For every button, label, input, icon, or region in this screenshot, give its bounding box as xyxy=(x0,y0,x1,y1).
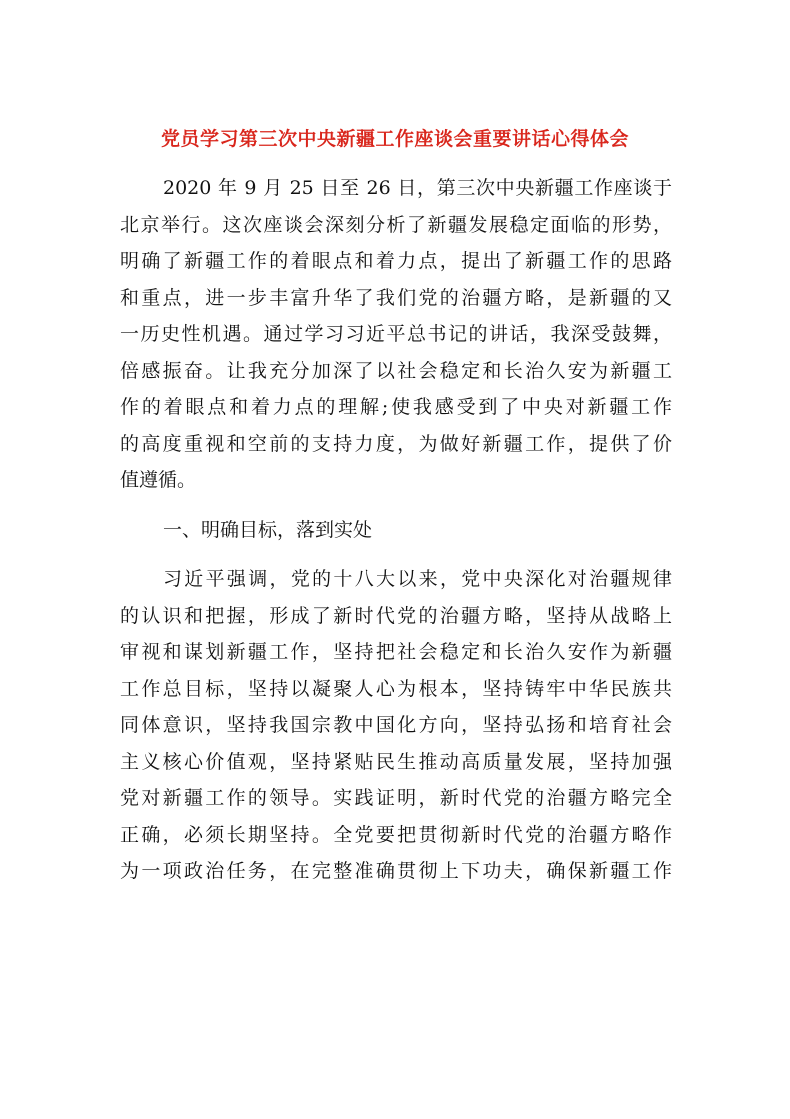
paragraph-line: 倍感振奋。让我充分加深了以社会稳定和长治久安为新疆工 xyxy=(120,359,672,382)
paragraph-section-one xyxy=(120,561,672,890)
paragraph-line: 北京举行。这次座谈会深刻分析了新疆发展稳定面临的形势， xyxy=(120,213,672,236)
paragraph-line: 的高度重视和空前的支持力度，为做好新疆工作，提供了价 xyxy=(120,432,672,455)
paragraph-line: 作的着眼点和着力点的理解;使我感受到了中央对新疆工作 xyxy=(120,396,672,418)
document-body xyxy=(120,170,672,890)
paragraph-line: 2020 年 9 月 25 日至 26 日，第三次中央新疆工作座谈于 xyxy=(163,177,672,199)
section-heading-text: 一、明确目标，落到实处 xyxy=(163,518,373,541)
paragraph-spacer xyxy=(120,548,672,561)
paragraph-line: 同体意识，坚持我国宗教中国化方向，坚持弘扬和培育社会 xyxy=(120,714,672,736)
paragraph-line: 值遵循。 xyxy=(120,469,197,491)
paragraph-line: 明确了新疆工作的着眼点和着力点，提出了新疆工作的思路 xyxy=(120,250,672,272)
paragraph-line: 审视和谋划新疆工作，坚持把社会稳定和长治久安作为新疆 xyxy=(120,641,672,663)
paragraph-line: 工作总目标，坚持以凝聚人心为根本，坚持铸牢中华民族共 xyxy=(120,677,672,700)
paragraph-line: 党对新疆工作的领导。实践证明，新时代党的治疆方略完全 xyxy=(120,787,672,809)
paragraph-line: 的认识和把握，形成了新时代党的治疆方略，坚持从战略上 xyxy=(120,604,672,627)
paragraph-line: 和重点，进一步丰富升华了我们党的治疆方略，是新疆的又 xyxy=(120,286,672,309)
paragraph-spacer xyxy=(120,499,672,512)
paragraph-line: 为一项政治任务，在完整准确贯彻上下功夫，确保新疆工作 xyxy=(120,860,672,882)
section-heading xyxy=(120,512,672,549)
paragraph-intro xyxy=(120,170,672,499)
paragraph-line: 一历史性机遇。通过学习习近平总书记的讲话，我深受鼓舞， xyxy=(120,323,672,345)
paragraph-line: 习近平强调，党的十八大以来，党中央深化对治疆规律 xyxy=(163,568,672,590)
document-title: 党员学习第三次中央新疆工作座谈会重要讲话心得体会 xyxy=(160,128,629,150)
paragraph-line: 主义核心价值观，坚持紧贴民生推动高质量发展，坚持加强 xyxy=(120,750,672,773)
paragraph-line: 正确，必须长期坚持。全党要把贯彻新时代党的治疆方略作 xyxy=(120,823,672,846)
